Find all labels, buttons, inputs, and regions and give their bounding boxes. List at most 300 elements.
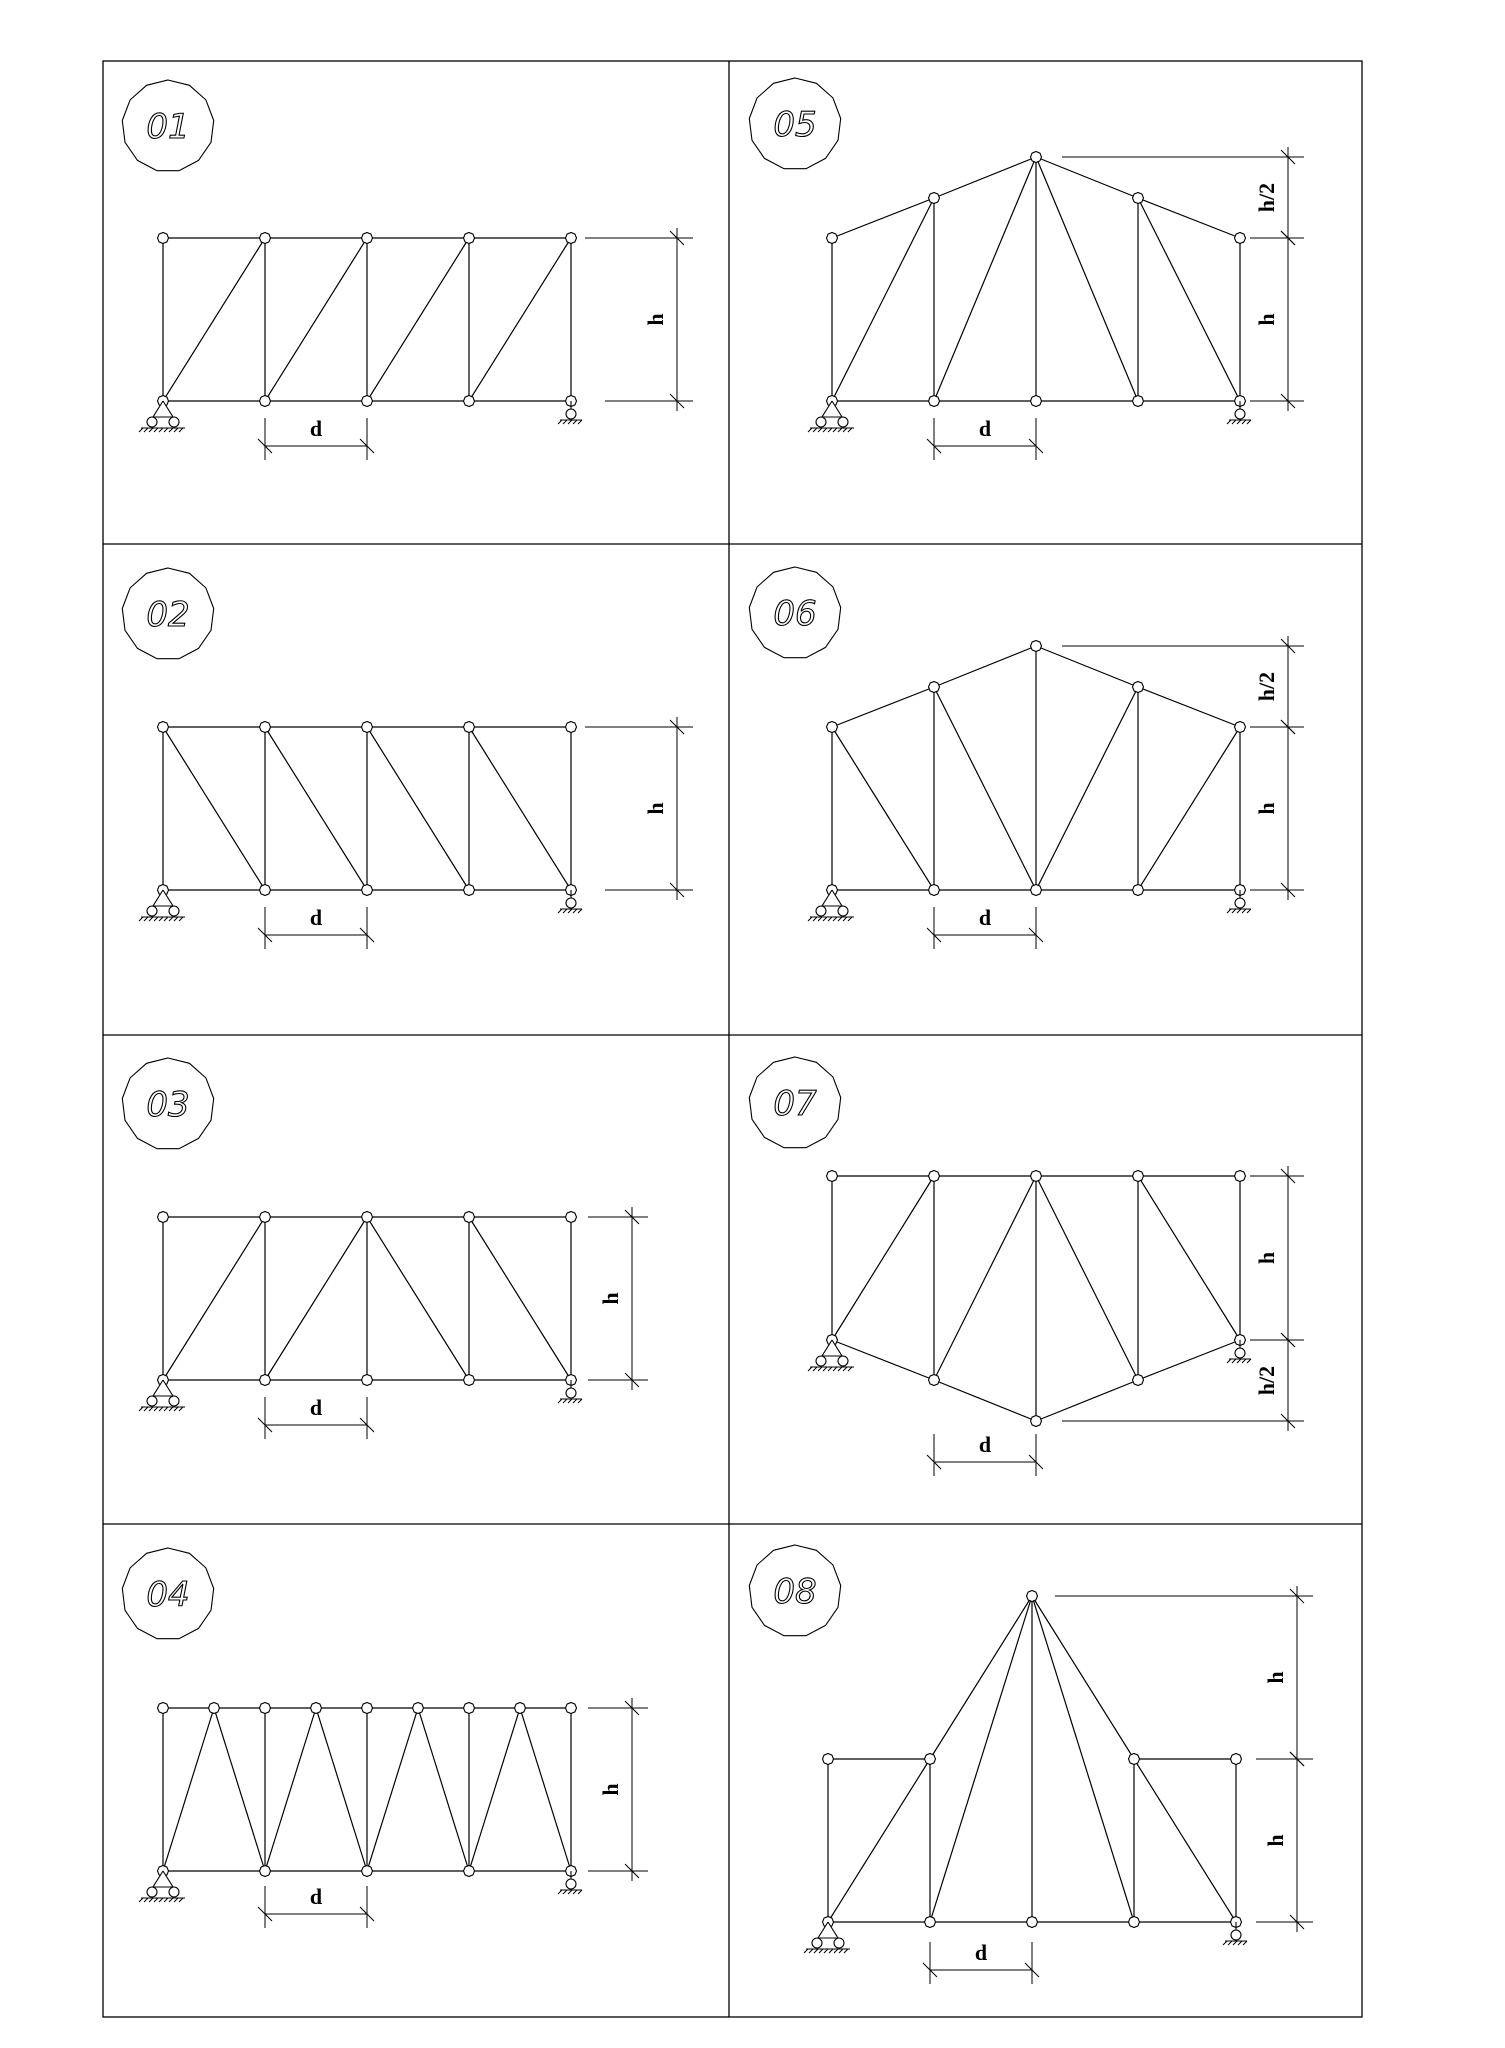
support-hatch <box>1247 909 1251 913</box>
support-hatch <box>1227 1359 1231 1363</box>
support-hatch <box>139 1407 143 1411</box>
frame-border <box>103 61 1362 2017</box>
support-hatch <box>818 428 822 432</box>
support-hatch <box>558 1399 562 1403</box>
support-hatch <box>159 917 163 921</box>
support-hatch <box>819 1949 823 1953</box>
support-hatch <box>1247 420 1251 424</box>
truss-node <box>827 722 838 733</box>
panel-04 <box>122 1548 648 1928</box>
truss-node <box>158 1703 169 1714</box>
support-roller <box>838 417 848 427</box>
truss-node <box>464 1375 475 1386</box>
truss-member <box>163 1708 214 1871</box>
truss-member <box>1138 687 1240 727</box>
support-triangle <box>153 1380 173 1396</box>
panel-01 <box>122 80 693 460</box>
support-hatch <box>828 917 832 921</box>
dimensions <box>927 636 1304 949</box>
dimension-d-label: d <box>309 1395 323 1420</box>
truss-node <box>260 1866 271 1877</box>
truss-node <box>362 396 373 407</box>
truss-node <box>566 1703 577 1714</box>
dimensions <box>927 1166 1304 1476</box>
support-hatch <box>848 428 852 432</box>
support-roller <box>147 1887 157 1897</box>
support-hatch <box>1232 420 1236 424</box>
dimension-h-label: h <box>643 802 668 815</box>
support-hatch <box>1223 1941 1227 1945</box>
support-hatch <box>1232 909 1236 913</box>
support-hatch <box>578 1399 582 1403</box>
supports <box>139 401 582 432</box>
support-triangle <box>153 401 173 417</box>
support-hatch <box>154 1898 158 1902</box>
supports <box>808 890 1251 921</box>
support-roller <box>834 1938 844 1948</box>
support-hatch <box>578 909 582 913</box>
support-hatch <box>179 428 183 432</box>
panel-label: 06 <box>773 594 817 634</box>
truss-node <box>362 1703 373 1714</box>
support-hatch <box>1227 420 1231 424</box>
support-hatch <box>813 917 817 921</box>
truss-members <box>832 1176 1240 1421</box>
truss-member <box>1138 198 1240 401</box>
support-hatch <box>179 917 183 921</box>
truss-member <box>214 1708 265 1871</box>
truss-node <box>209 1703 220 1714</box>
support-hatch <box>164 1898 168 1902</box>
support-hatch <box>848 1367 852 1371</box>
dimension-d-label: d <box>309 1884 323 1909</box>
support-hatch <box>823 428 827 432</box>
dimension-h2-label: h/2 <box>1254 182 1279 213</box>
truss-node <box>464 1703 475 1714</box>
truss-member <box>934 646 1036 687</box>
dimension-h-label: h <box>643 313 668 326</box>
dimension-h-label: h <box>598 1783 623 1796</box>
support-triangle <box>822 401 842 417</box>
truss-node <box>311 1703 322 1714</box>
truss-members <box>832 157 1240 401</box>
truss-node <box>1133 396 1144 407</box>
support-hatch <box>578 1890 582 1894</box>
support-hatch <box>824 1949 828 1953</box>
truss-node <box>362 1375 373 1386</box>
truss-member <box>934 687 1036 890</box>
support-roller <box>838 906 848 916</box>
panel-label: 07 <box>773 1084 817 1124</box>
support-hatch <box>573 420 577 424</box>
support-hatch <box>833 428 837 432</box>
truss-node <box>260 722 271 733</box>
pin-support <box>808 1340 854 1371</box>
support-hatch <box>1227 909 1231 913</box>
truss-node <box>1031 1416 1042 1427</box>
truss-node <box>1031 1171 1042 1182</box>
truss-member <box>1032 1596 1134 1922</box>
support-roller <box>812 1938 822 1948</box>
truss-node <box>1031 396 1042 407</box>
truss-member <box>1036 646 1138 687</box>
support-roller <box>169 417 179 427</box>
truss-node <box>1133 682 1144 693</box>
truss-node <box>1133 1171 1144 1182</box>
support-hatch <box>139 428 143 432</box>
truss-member <box>469 238 571 401</box>
support-hatch <box>164 428 168 432</box>
support-hatch <box>829 1949 833 1953</box>
truss-node <box>929 682 940 693</box>
truss-member <box>832 727 934 890</box>
support-hatch <box>568 1890 572 1894</box>
truss-node <box>362 1212 373 1223</box>
support-hatch <box>808 1367 812 1371</box>
truss-member <box>316 1708 367 1871</box>
support-hatch <box>159 428 163 432</box>
sheet-frame <box>103 61 1362 2017</box>
support-hatch <box>844 1949 848 1953</box>
support-roller <box>566 898 576 908</box>
support-hatch <box>808 917 812 921</box>
truss-member <box>469 1708 520 1871</box>
support-hatch <box>159 1898 163 1902</box>
support-hatch <box>568 909 572 913</box>
truss-member <box>367 1217 469 1380</box>
support-roller <box>1235 1348 1245 1358</box>
truss-members <box>828 1596 1236 1922</box>
truss-node <box>1231 1754 1242 1765</box>
support-roller <box>816 417 826 427</box>
truss-member <box>265 238 367 401</box>
support-hatch <box>1238 1941 1242 1945</box>
truss-node <box>566 722 577 733</box>
truss-node <box>929 396 940 407</box>
panel-label: 01 <box>146 107 190 147</box>
truss-node <box>1031 641 1042 652</box>
support-roller <box>1235 409 1245 419</box>
truss-member <box>934 157 1036 401</box>
truss-member <box>1138 1176 1240 1340</box>
panel-03 <box>122 1058 648 1439</box>
truss-node <box>929 1375 940 1386</box>
support-hatch <box>558 420 562 424</box>
truss-member <box>832 198 934 238</box>
truss-member <box>832 198 934 401</box>
truss-node <box>1133 885 1144 896</box>
support-hatch <box>568 420 572 424</box>
support-roller <box>566 1388 576 1398</box>
support-hatch <box>174 1407 178 1411</box>
support-hatch <box>164 1407 168 1411</box>
truss-node <box>1031 885 1042 896</box>
panel-label: 08 <box>773 1572 817 1612</box>
truss-member <box>163 1217 265 1380</box>
truss-members <box>163 1217 571 1380</box>
support-hatch <box>144 917 148 921</box>
support-roller <box>147 1396 157 1406</box>
support-hatch <box>833 1367 837 1371</box>
support-hatch <box>838 917 842 921</box>
dimension-h2-label: h/2 <box>1254 671 1279 702</box>
support-hatch <box>174 917 178 921</box>
support-hatch <box>154 428 158 432</box>
support-roller <box>147 906 157 916</box>
support-hatch <box>823 917 827 921</box>
support-hatch <box>169 1407 173 1411</box>
truss-member <box>1134 1759 1236 1922</box>
support-hatch <box>154 1407 158 1411</box>
pin-support <box>808 401 854 432</box>
truss-node <box>260 885 271 896</box>
support-hatch <box>1242 1359 1246 1363</box>
truss-member <box>828 1759 930 1922</box>
support-hatch <box>578 420 582 424</box>
support-hatch <box>144 428 148 432</box>
support-hatch <box>848 917 852 921</box>
supports <box>139 1871 582 1902</box>
dimensions <box>258 717 693 949</box>
truss-node <box>515 1703 526 1714</box>
dimension-h-label: h <box>1263 1834 1288 1847</box>
truss-member <box>934 1380 1036 1421</box>
truss-node <box>929 885 940 896</box>
truss-member <box>1036 157 1138 198</box>
support-hatch <box>144 1898 148 1902</box>
truss-members <box>163 1708 571 1871</box>
support-hatch <box>828 428 832 432</box>
truss-node <box>827 233 838 244</box>
dimension-h-label: h <box>1254 1251 1279 1265</box>
support-roller <box>838 1356 848 1366</box>
support-hatch <box>823 1367 827 1371</box>
truss-node <box>1235 722 1246 733</box>
truss-node <box>158 722 169 733</box>
dimension-h-label: h <box>1254 313 1279 326</box>
truss-member <box>265 727 367 890</box>
dimensions <box>258 228 693 460</box>
support-hatch <box>1232 1359 1236 1363</box>
support-hatch <box>814 1949 818 1953</box>
support-triangle <box>818 1922 838 1938</box>
support-triangle <box>153 1871 173 1887</box>
truss-member <box>1138 198 1240 238</box>
truss-member <box>163 727 265 890</box>
dimensions <box>923 1586 1313 1984</box>
truss-member <box>832 1176 934 1340</box>
truss-node <box>158 1212 169 1223</box>
truss-member <box>1036 1176 1138 1380</box>
truss-member <box>832 687 934 727</box>
support-hatch <box>1228 1941 1232 1945</box>
truss-member <box>367 1708 418 1871</box>
truss-node <box>925 1917 936 1928</box>
truss-node <box>566 1212 577 1223</box>
support-hatch <box>1243 1941 1247 1945</box>
truss-node <box>464 722 475 733</box>
truss-node <box>260 1212 271 1223</box>
support-roller <box>816 1356 826 1366</box>
truss-member <box>520 1708 571 1871</box>
support-hatch <box>573 1399 577 1403</box>
truss-members <box>163 238 571 401</box>
support-hatch <box>563 1399 567 1403</box>
truss-node <box>1129 1917 1140 1928</box>
truss-node <box>929 193 940 204</box>
support-hatch <box>563 909 567 913</box>
truss-node <box>1031 152 1042 163</box>
truss-member <box>367 238 469 401</box>
truss-node <box>362 885 373 896</box>
truss-node <box>1235 233 1246 244</box>
dimension-d-label: d <box>978 905 992 930</box>
truss-node <box>464 885 475 896</box>
truss-member <box>1036 1380 1138 1421</box>
support-hatch <box>1242 909 1246 913</box>
support-hatch <box>1242 420 1246 424</box>
truss-member <box>1032 1596 1134 1759</box>
support-hatch <box>568 1399 572 1403</box>
truss-member <box>934 1176 1036 1380</box>
truss-member <box>469 1217 571 1380</box>
pin-support <box>139 401 185 432</box>
support-hatch <box>174 1898 178 1902</box>
support-hatch <box>818 917 822 921</box>
truss-node <box>929 1171 940 1182</box>
support-roller <box>1231 1930 1241 1940</box>
support-hatch <box>809 1949 813 1953</box>
truss-node <box>260 1703 271 1714</box>
dimension-d-label: d <box>309 416 323 441</box>
support-hatch <box>834 1949 838 1953</box>
support-hatch <box>149 917 153 921</box>
support-roller <box>169 1396 179 1406</box>
truss-member <box>265 1217 367 1380</box>
truss-member <box>1138 727 1240 890</box>
support-hatch <box>1233 1941 1237 1945</box>
truss-member <box>418 1708 469 1871</box>
panel-02 <box>122 568 693 949</box>
truss-member <box>1036 157 1138 401</box>
support-hatch <box>804 1949 808 1953</box>
truss-node <box>464 1212 475 1223</box>
panel-label: 04 <box>146 1575 190 1615</box>
truss-node <box>1027 1917 1038 1928</box>
support-hatch <box>164 917 168 921</box>
support-roller <box>566 1879 576 1889</box>
support-hatch <box>1237 420 1241 424</box>
truss-node <box>260 233 271 244</box>
support-roller <box>816 906 826 916</box>
support-roller <box>169 1887 179 1897</box>
panel-06 <box>749 567 1304 949</box>
support-roller <box>566 409 576 419</box>
support-hatch <box>808 428 812 432</box>
truss-member <box>163 238 265 401</box>
dimension-d-label: d <box>309 905 323 930</box>
truss-node <box>827 1171 838 1182</box>
support-hatch <box>838 428 842 432</box>
truss-node <box>1129 1754 1140 1765</box>
dimension-h-label: h <box>598 1292 623 1305</box>
supports <box>804 1922 1247 1953</box>
panel-label: 05 <box>773 105 817 145</box>
support-hatch <box>149 1898 153 1902</box>
truss-member <box>930 1596 1032 1759</box>
support-hatch <box>573 1890 577 1894</box>
support-hatch <box>139 917 143 921</box>
support-hatch <box>563 420 567 424</box>
support-roller <box>169 906 179 916</box>
truss-member <box>367 727 469 890</box>
supports <box>808 401 1251 432</box>
truss-node <box>1235 1171 1246 1182</box>
truss-member <box>930 1596 1032 1922</box>
truss-node <box>362 722 373 733</box>
support-hatch <box>573 909 577 913</box>
truss-node <box>464 396 475 407</box>
support-hatch <box>179 1898 183 1902</box>
panel-08 <box>749 1545 1313 1984</box>
support-hatch <box>839 1949 843 1953</box>
support-hatch <box>174 428 178 432</box>
panel-label: 03 <box>146 1085 190 1125</box>
dimension-h2-label: h/2 <box>1254 1365 1279 1396</box>
truss-member <box>265 1708 316 1871</box>
truss-node <box>158 233 169 244</box>
truss-member <box>469 727 571 890</box>
supports <box>808 1340 1251 1371</box>
support-roller <box>1235 898 1245 908</box>
truss-node <box>464 1866 475 1877</box>
support-hatch <box>179 1407 183 1411</box>
support-hatch <box>149 1407 153 1411</box>
truss-node <box>260 1375 271 1386</box>
dimension-h2-label: h <box>1263 1671 1288 1684</box>
support-hatch <box>1237 909 1241 913</box>
panel-05 <box>749 78 1304 460</box>
support-hatch <box>813 1367 817 1371</box>
truss-node <box>823 1754 834 1765</box>
truss-member <box>1036 687 1138 890</box>
pin-support <box>139 890 185 921</box>
dimension-d-label: d <box>978 1432 992 1457</box>
panel-07 <box>749 1057 1304 1476</box>
pin-support <box>139 1871 185 1902</box>
dimension-h-label: h <box>1254 802 1279 815</box>
pin-support <box>808 890 854 921</box>
panel-label: 02 <box>146 595 190 635</box>
support-hatch <box>843 428 847 432</box>
support-hatch <box>563 1890 567 1894</box>
truss-members <box>832 646 1240 890</box>
truss-node <box>260 396 271 407</box>
truss-member <box>1138 1340 1240 1380</box>
truss-node <box>362 1866 373 1877</box>
support-hatch <box>1237 1359 1241 1363</box>
truss-node <box>1133 193 1144 204</box>
support-hatch <box>838 1367 842 1371</box>
support-hatch <box>144 1407 148 1411</box>
support-hatch <box>1247 1359 1251 1363</box>
support-hatch <box>159 1407 163 1411</box>
support-hatch <box>169 1898 173 1902</box>
support-triangle <box>822 890 842 906</box>
support-hatch <box>843 917 847 921</box>
support-triangle <box>153 890 173 906</box>
truss-node <box>464 233 475 244</box>
